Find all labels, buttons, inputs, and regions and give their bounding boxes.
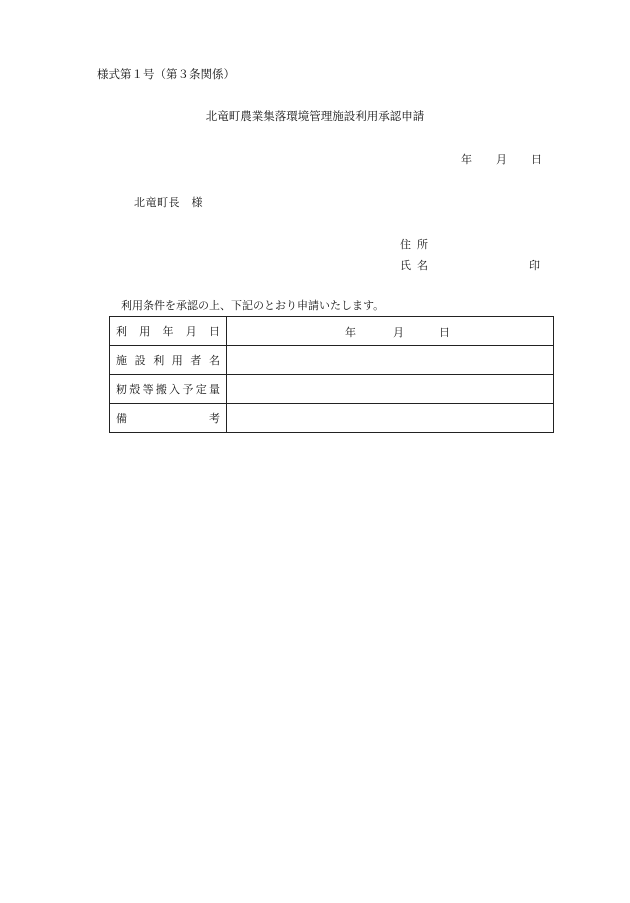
addressee: 北竜町長 様 — [134, 196, 203, 209]
usage-date-month-label: 月 — [393, 326, 404, 339]
usage-date-field[interactable] — [227, 317, 554, 346]
label-remarks: 備考 — [110, 404, 227, 433]
usage-date-year-label: 年 — [345, 326, 356, 339]
label-facility-user: 施設利用者名 — [110, 346, 227, 375]
date-day-label: 日 — [531, 153, 542, 166]
husk-amount-field[interactable] — [227, 375, 554, 404]
table-row-husk-amount — [110, 375, 554, 404]
document-title: 北竜町農業集落環境管理施設利用承認申請 — [205, 109, 425, 123]
usage-date-day-label: 日 — [439, 326, 450, 339]
seal-mark: 印 — [529, 259, 540, 272]
form-number: 様式第１号（第３条関係） — [97, 67, 235, 81]
table-row-remarks — [110, 404, 554, 433]
facility-user-field[interactable] — [227, 346, 554, 375]
intro-text: 利用条件を承認の上、下記のとおり申請いたします。 — [121, 299, 385, 312]
applicant-name-label: 氏名 — [400, 259, 434, 272]
applicant-address-label: 住所 — [400, 238, 434, 251]
label-usage-date: 利用年月日 — [110, 317, 227, 346]
application-table — [109, 316, 554, 433]
table-row-facility-user — [110, 346, 554, 375]
date-year-label: 年 — [461, 153, 472, 166]
remarks-field[interactable] — [227, 404, 554, 433]
label-husk-amount: 籾殻等搬入予定量 — [110, 375, 227, 404]
date-month-label: 月 — [496, 153, 507, 166]
table-row-usage-date — [110, 317, 554, 346]
